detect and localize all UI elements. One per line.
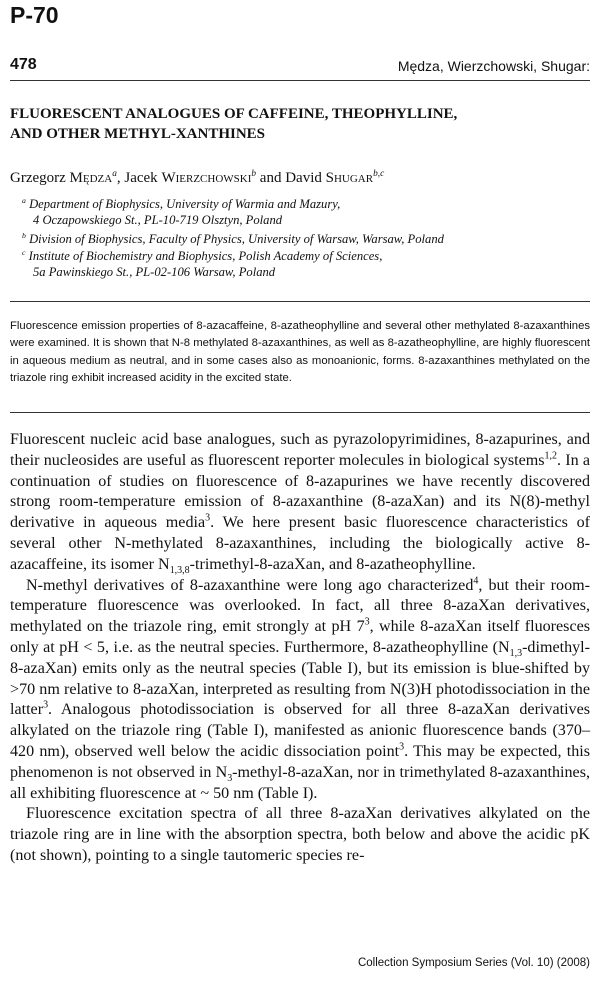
series-footer: Collection Symposium Series (Vol. 10) (2008) — [357, 957, 590, 969]
abstract-bottom-rule — [10, 412, 590, 413]
subscript: 3 — [227, 772, 233, 784]
author-3-affil-mark: b,c — [373, 169, 385, 179]
affiliation-c — [22, 248, 382, 280]
affiliation-a-line-1: Department of Biophysics, University of Warmia and Mazury, — [29, 197, 341, 211]
affiliation-b-line-1: Division of Biophysics, Faculty of Physics, University of Warsaw, Warsaw, Poland — [29, 232, 444, 246]
header-rule — [10, 80, 590, 81]
reference-mark: 3 — [399, 741, 405, 753]
author-separator-1: , — [116, 170, 125, 186]
author-3-surname: Shugar — [325, 170, 374, 186]
page-number: 478 — [10, 56, 37, 73]
author-separator-2: and — [256, 170, 286, 186]
author-2-surname: Wierzchowski — [161, 170, 252, 186]
abstract: Fluorescence emission properties of 8-azacaffeine, 8-azatheophylline and several other methylated 8-azaxanthines were examined. It is shown that N-8 methylated 8-azaxanthines, as well as 8-azatheophylline, are highly fluorescent in aqueous medium as neutral, and in some cases also as monoanionic, forms. 8-azaxanthines methylated on the triazole ring exhibit increased acidity in the excited state. — [10, 320, 590, 385]
affiliation-a-mark: a — [22, 195, 26, 205]
title-line-2: AND OTHER METHYL-XANTHINES — [10, 126, 266, 142]
author-1-given: Grzegorz — [10, 170, 70, 186]
abstract-top-rule — [10, 301, 590, 302]
author-1-surname: Mędza — [69, 170, 113, 186]
body-paragraph-1: Fluorescent nucleic acid base analogues, such as pyrazolopyrimidines, 8-azapurines, and their nucleosides are useful as fluorescent reporter molecules in biological systems$^{1,2}$. In a continuation of studies on fluorescence of 8-azapurines we have recently discovered strong room-temperature emission of 8-azaxanthine (8-azaXan) and its N(8)-methyl derivative in aqueous media$^3$. We here present basic fluorescence characteristics of several other N-methylated 8-azaxanthines, including the biologically active 8-azacaffeine, its isomer $N_{1,3,8}-trimethyl-8$-azaXan, and 8-azatheophylline. — [10, 431, 591, 576]
poster-id: P-70 — [10, 2, 59, 28]
subscript: 1,3 — [509, 648, 523, 660]
paper-title — [10, 104, 590, 144]
body-paragraph-3: Fluorescence excitation spectra of all three 8-azaXan derivatives alkylated on the triazole ring are in line with the absorption spectra, both below and above the acidic pK (not shown), pointing to a single tautomeric species re- — [10, 805, 590, 864]
reference-mark: 3 — [364, 616, 370, 628]
body-paragraph-2: N-methyl derivatives of 8-azaxanthine were long ago characterized$^4$, but their room-temperature fluorescence was overlooked. In fact, all three 8-azaXan derivatives, methylated on the triazole ring, emit strongly at pH $7^3$, while 8-azaXan itself fluoresces only at pH < 5, i.e. as the neutral species. Furthermore, 8-azatheophylline $(N_{1,3}-dimethyl-8-azaXan)$ emits only as the neutral species (Table I), but its emission is blue-shifted by >70 nm relative to 8-azaXan, interpreted as resulting from N(3)H photodissociation in the latter$^3$. Analogous photodissociation is observed for all three 8-azaXan derivatives alkylated on the triazole ring (Table I), manifested as anionic fluorescence bands (370–420 nm), observed well below the acidic dissociation point$^3$. This may be expected, this phenomenon is not observed in $N_3-methyl-8$-azaXan, nor in trimethylated 8-azaxanthines, all exhibiting fluorescence at ~ 50 nm (Table I). — [10, 575, 591, 802]
affiliation-b-mark: b — [22, 230, 26, 240]
author-2-given: Jacek — [124, 170, 162, 186]
affiliation-b — [22, 231, 444, 247]
affiliation-c-mark: c — [22, 247, 26, 257]
author-1-affil-mark: a — [112, 169, 117, 179]
running-authors: Mędza, Wierzchowski, Shugar: — [397, 58, 590, 74]
affiliation-a — [22, 196, 340, 228]
reference-mark: 3 — [43, 700, 49, 711]
author-2-affil-mark: b — [251, 169, 257, 179]
affiliation-a-line-2: 4 Oczapowskiego St., PL-10-719 Olsztyn, Poland — [33, 213, 283, 227]
author-3-given: David — [285, 170, 326, 186]
author-list — [10, 170, 384, 187]
reference-mark: 3 — [205, 512, 211, 524]
reference-mark: 4 — [473, 575, 479, 587]
body-text — [10, 430, 590, 867]
affiliation-c-line-2: 5a Pawinskiego St., PL-02-106 Warsaw, Poland — [33, 265, 276, 279]
subscript: 1,3,8 — [169, 565, 190, 576]
reference-mark: 1,2 — [544, 450, 558, 462]
affiliation-c-line-1: Institute of Biochemistry and Biophysics, Polish Academy of Sciences, — [28, 249, 383, 263]
title-line-1: FLUORESCENT ANALOGUES OF CAFFEINE, THEOPHYLLINE, — [10, 106, 458, 122]
